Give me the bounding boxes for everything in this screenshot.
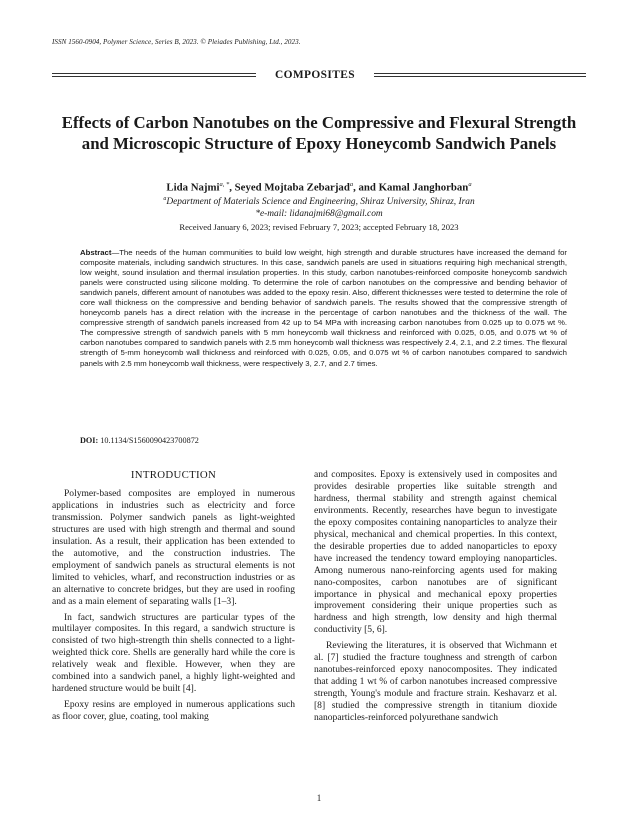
author-name: Lida Najmi	[166, 181, 220, 194]
body-paragraph: Polymer-based composites are employed in numerous applications in industries such as electricity and force transmission. Polymer sandwich panels as light-weighted structures are used with high strength and thermal and sound insulation. As a result, their application has been extended to the automotive, and the construction industries. The employment of sandwich panels as structural elements is not limited to vehicles, wharf, and reconstruction industries or as an alternative to concrete bridges, but they are used in roofing and as a main element of separating walls [1–3].	[52, 488, 295, 607]
author-list	[60, 181, 578, 194]
corresponding-email[interactable]: *e-mail: lidanajmi68@gmail.com	[255, 209, 383, 219]
author-superscript: a, *	[219, 181, 230, 188]
author-separator: , and	[353, 181, 379, 194]
section-rule-right	[374, 73, 586, 77]
body-paragraph: In fact, sandwich structures are particular types of the multilayer composites. In this regard, a sandwich structure is consisted of two high-strength thin shells connected to a light-weighted thick core. Shells are generally hard while the core is relatively weak and flexible. However, when they are combined into a sandwich panel, a highly light-weighted and hardened structure would be built [4].	[52, 611, 295, 695]
author-separator: ,	[229, 181, 235, 194]
affiliation-superscript: a	[163, 196, 167, 202]
article-title: Effects of Carbon Nanotubes on the Compressive and Flexural Strength and Microscopic Structure of Epoxy Honeycomb Sandwich Panels	[61, 113, 577, 153]
body-column-left	[52, 469, 295, 727]
author-name: Kamal Janghorban	[378, 181, 469, 194]
section-heading-introduction: INTRODUCTION	[130, 469, 217, 481]
body-column-right	[314, 469, 557, 728]
received-dates: Received January 6, 2023; revised February 7, 2023; accepted February 18, 2023	[179, 222, 459, 232]
abstract-label: Abstract	[80, 248, 112, 257]
body-paragraph: Epoxy resins are employed in numerous applications such as floor cover, glue, coating, tool making	[52, 699, 295, 723]
journal-citation: ISSN 1560-0904, Polymer Science, Series B, 2023. © Pleiades Publishing, Ltd., 2023.	[52, 38, 301, 46]
body-paragraph: Reviewing the literatures, it is observed that Wichmann et al. [7] studied the fracture toughness and strength of carbon nanotubes-reinforced epoxy nanocomposites. They indicated that adding 1 wt % of carbon nanotubes increased compressive strength, Young's module and fracture strain. Keshavarz et al. [8] studied the compressive strength in titanium dioxide nanoparticles-reinforced polyurethane sandwich	[314, 640, 557, 724]
author-superscript: a	[468, 181, 472, 188]
section-label: COMPOSITES	[275, 69, 355, 81]
doi	[80, 436, 199, 445]
abstract-text: —The needs of the human communities to build low weight, high strength and durable structures have increased the demand for composite materials, including sandwich structures. In this case, sandwich panels are used in situations requiring high mechanical strength, low weight, sound insulation and thermal insulation properties. In this study, carbon nanotubes-reinforced composite honeycomb sandwich panels were constructed using silicone molding. To determine the role of carbon nanotubes on the compressive and bending behavior of sandwich panels, different amount of nanotubes was added to the epoxy resin. Also, different thicknesses were tested to determine the role of core wall thickness on the compressive and bending behavior of sandwich panels. The results showed that the compressive strength of honeycomb panels has a direct relation with the increase in the percentage of carbon nanotubes and the thickness of the wall. The compressive strength of sandwich panels increased from 42 up to 54 MPa with increasing carbon nanotubes from 0.025 up to 0.075 wt %. The compressive strength of sandwich panels with 5 mm honeycomb wall thickness and reinforced with 0.025, 0.05, and 0.075 wt % of carbon nanotubes compared to sandwich panels with 2.5 mm honeycomb wall thickness was respectively 2.4, 2.1, and 2.2 times. The flexural strength of 5-mm honeycomb wall thickness and reinforced with 0.025, 0.05, and 0.075 wt % of carbon nanotubes compared to sandwich panels with 2.5 mm honeycomb wall thickness, were respectively 3, 2.7, and 2.7 times.	[80, 248, 567, 368]
author-superscript: a	[349, 181, 354, 188]
page-number: 1	[316, 793, 322, 803]
author-name: Seyed Mojtaba Zebarjad	[234, 181, 350, 194]
affiliation-text: Department of Materials Science and Engineering, Shiraz University, Shiraz, Iran	[166, 197, 475, 208]
doi-label: DOI:	[80, 436, 99, 445]
section-rule-left	[52, 73, 256, 77]
abstract	[80, 248, 567, 369]
affiliation	[60, 196, 578, 207]
section-header	[52, 70, 586, 82]
doi-value[interactable]: 10.1134/S1560090423700872	[100, 436, 199, 445]
body-paragraph: and composites. Epoxy is extensively used in composites and provides desirable properties like suitable strength and hardness, thermal stability and strength against chemical environments. Recently, researches have begun to investigate the epoxy composites containing nanoparticles to analyze their physical, mechanical and chemical properties. In this context, the desirable properties due to added nanoparticles to epoxy have increased the tendency toward employing nanoparticles. Among numerous nano-reinforcing agents used for making nano-composites, carbon nanotubes are of significant importance in physical and mechanical epoxy properties improvement considering their unique properties such as hardness and high strength, low density and high thermal conductivity [5, 6].	[314, 469, 557, 636]
